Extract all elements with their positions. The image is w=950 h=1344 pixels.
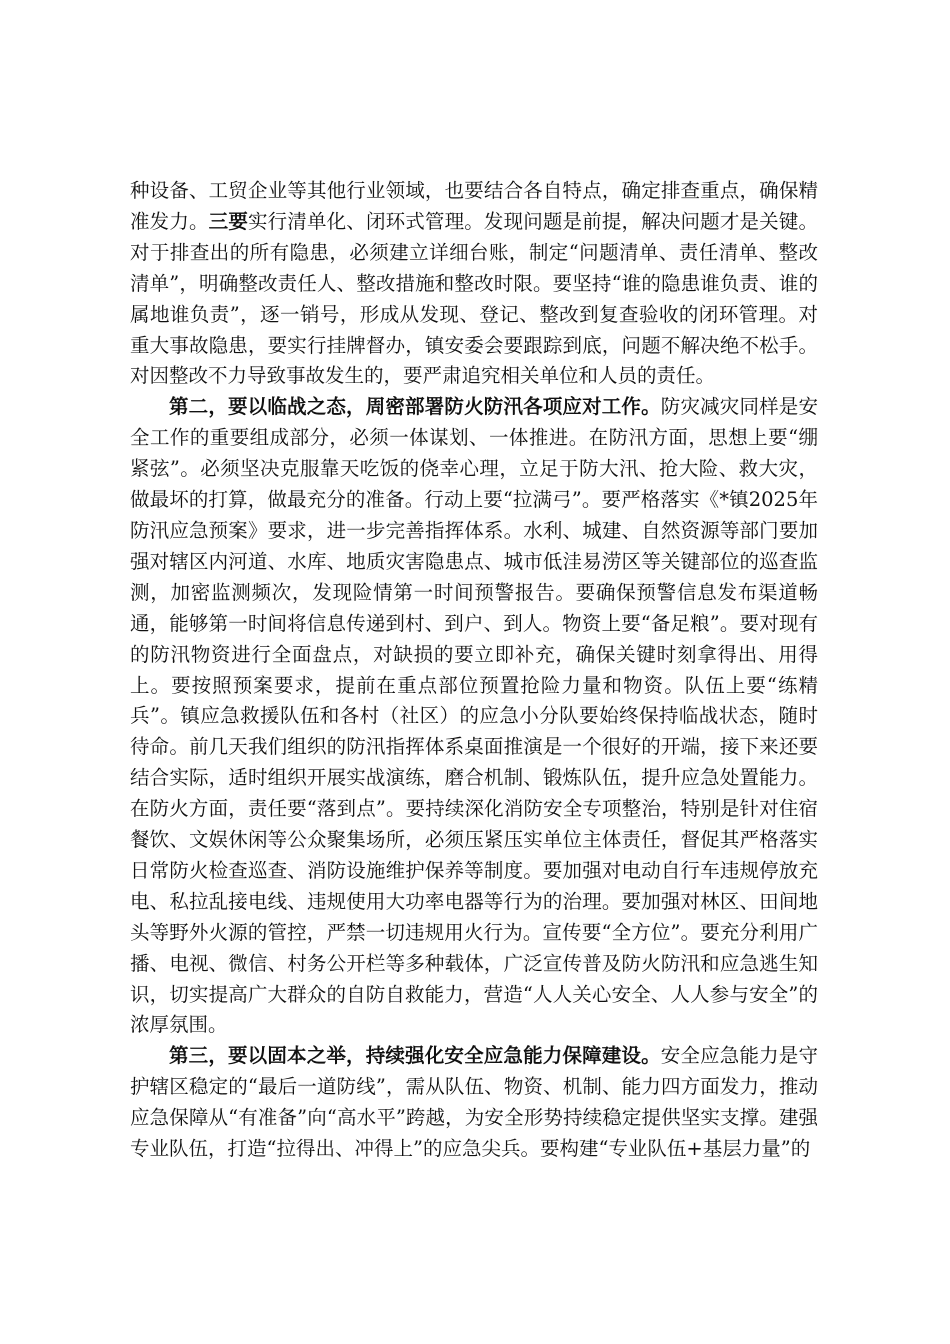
paragraph-3: [130, 1041, 818, 1165]
p3-heading: 第三，要以固本之举，持续强化安全应急能力保障建设。: [169, 1044, 661, 1068]
p3-body: 安全应急能力是守护辖区稳定的“最后一道防线”，需从队伍、物资、机制、能力四方面发力，推动应急保障从“有准备”向“高水平”跨越，为安全形势持续稳定提供坚实支撑。建强专业队伍，打造“拉得出、冲得上”的应急尖兵。要构建“专业队伍+基层力量”的: [130, 1044, 818, 1161]
paragraph-2: [130, 392, 818, 1041]
p2-body: 防灾减灾同样是安全工作的重要组成部分，必须一体谋划、一体推进。在防汛方面，思想上要“绷紧弦”。必须坚决克服靠天吃饭的侥幸心理，立足于防大汛、抢大险、救大灾，做最坏的打算，做最充分的准备。行动上要“拉满弓”。要严格落实《*镇2025年防汛应急预案》要求，进一步完善指挥体系。水利、城建、自然资源等部门要加强对辖区内河道、水库、地质灾害隐患点、城市低洼易涝区等关键部位的巡查监测，加密监测频次，发现险情第一时间预警报告。要确保预警信息发布渠道畅通，能够第一时间将信息传递到村、到户、到人。物资上要“备足粮”。要对现有的防汛物资进行全面盘点，对缺损的要立即补充，确保关键时刻拿得出、用得上。要按照预案要求，提前在重点部位预置抢险力量和物资。队伍上要“练精兵”。镇应急救援队伍和各村（社区）的应急小分队要始终保持临战状态，随时待命。前几天我们组织的防汛指挥体系桌面推演是一个很好的开端，接下来还要结合实际，适时组织开展实战演练，磨合机制、锻炼队伍，提升应急处置能力。在防火方面，责任要“落到点”。要持续深化消防安全专项整治，特别是针对住宿餐饮、文娱休闲等公众聚集场所，必须压紧压实单位主体责任，督促其严格落实日常防火检查巡查、消防设施维护保养等制度。要加强对电动自行车违规停放充电、私拉乱接电线、违规使用大功率电器等行为的治理。要加强对林区、田间地头等野外火源的管控，严禁一切违规用火行为。宣传要“全方位”。要充分利用广播、电视、微信、村务公开栏等多种载体，广泛宣传普及防火防汛和应急逃生知识，切实提高广大群众的自防自救能力，营造“人人关心安全、人人参与安全”的浓厚氛围。: [130, 395, 818, 1037]
p1-run-1: 种设备、工贸企业等其他行业领域，也要结合各自特点，确定排查重点，确保精准发力。: [130, 179, 818, 233]
p1-run-3: 实行清单化、闭环式管理。发现问题是前提，解决问题才是关键。对于排查出的所有隐患，必须建立详细台账，制定“问题清单、责任清单、整改清单”，明确整改责任人、整改措施和整改时限。要坚持“谁的隐患谁负责、谁的属地谁负责”，逐一销号，形成从发现、登记、整改到复查验收的闭环管理。对重大事故隐患，要实行挂牌督办，镇安委会要跟踪到底，问题不解决绝不松手。对因整改不力导致事故发生的，要严肃追究相关单位和人员的责任。: [130, 209, 818, 388]
paragraph-1: [130, 176, 818, 392]
p1-run-2-bold: 三要: [208, 209, 248, 233]
p2-heading: 第二，要以临战之态，周密部署防火防汛各项应对工作。: [169, 395, 661, 419]
